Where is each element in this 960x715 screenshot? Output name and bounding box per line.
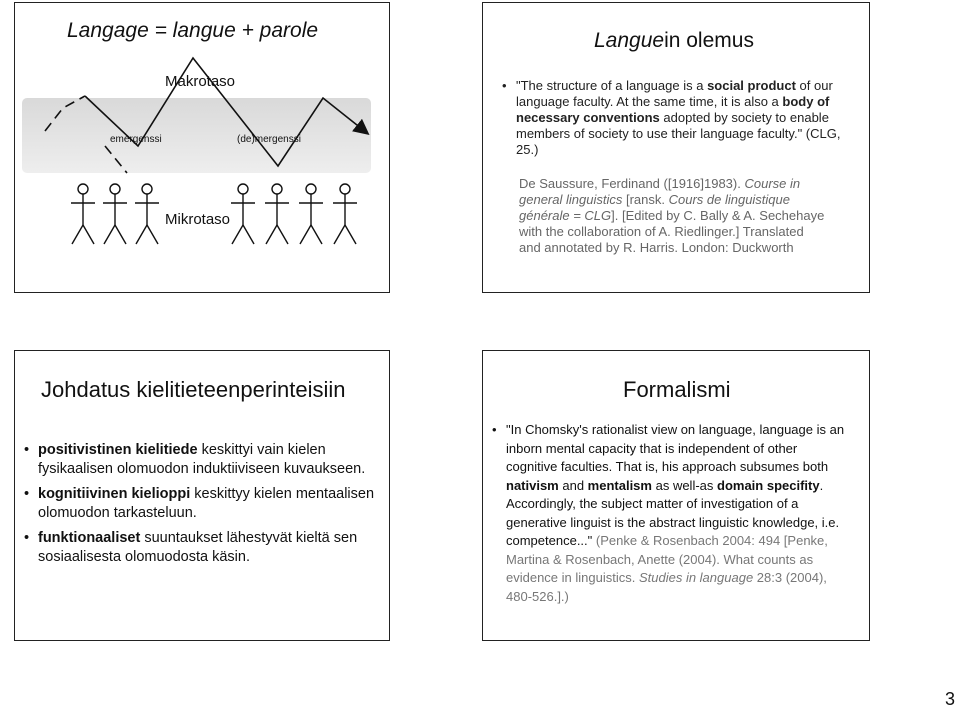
- slide-title: Formalismi: [623, 377, 731, 402]
- macro-band: [22, 98, 371, 173]
- stick-figure: [299, 184, 323, 244]
- langue-parole-diagram: [15, 3, 390, 293]
- item-bold: kognitiivinen kielioppi: [38, 486, 191, 502]
- formalism-list: [492, 421, 852, 606]
- item-bold: positivistinen kielitiede: [38, 442, 198, 458]
- quote-bold: domain specifity: [717, 477, 820, 493]
- page-number: 3: [944, 689, 955, 709]
- demergence-label: (de)mergenssi: [237, 134, 301, 145]
- stick-figure: [71, 184, 95, 244]
- stick-figure: [231, 184, 255, 244]
- slide-title: Langage = langue + parole: [67, 19, 319, 42]
- quote-text: of our language faculty. At the same time, it is also a: [516, 78, 833, 109]
- ref-italic: Cours de linguistique générale = CLG: [519, 192, 790, 223]
- slide-johdatus: [14, 350, 390, 641]
- citation-text: 28:3 (2004), 480-526.].): [506, 570, 827, 604]
- list-item: [24, 529, 374, 567]
- list-item: [24, 485, 374, 523]
- stick-figure: [265, 184, 289, 244]
- quote-list: [502, 78, 842, 158]
- quote-bold: social product: [707, 78, 796, 93]
- macro-label: Makrotaso: [165, 73, 236, 90]
- item-bold: funktionaaliset: [38, 530, 141, 546]
- quote-bold: mentalism: [587, 477, 652, 493]
- ref-text: De Saussure, Ferdinand ([1916]1983).: [519, 176, 745, 191]
- slide-title: Johdatus kielitieteenperinteisiin: [41, 377, 346, 402]
- emergence-label: emergenssi: [110, 134, 162, 145]
- quote-text: "In Chomsky's rationalist view on language, language is an inborn mental capacity that is independent of other cognitive faculties. That is, his approach subsumes both: [506, 422, 845, 474]
- item-text: suuntaukset lähestyvät kieltä sen sosiaalisesta olomuodosta käsin.: [38, 530, 358, 565]
- slide-langage: [14, 2, 390, 293]
- list-item: [24, 441, 374, 479]
- list-item: [492, 421, 852, 606]
- slide-title: [594, 29, 754, 53]
- quote-text: "The structure of a language is a: [516, 78, 708, 93]
- quote-text: and: [558, 477, 588, 493]
- quote-text: . Accordingly, the subject matter of investigation of a generative linguist is the abstract linguistic knowledge, i.e. competence...": [506, 477, 840, 548]
- quote-bold: body of necessary conventions: [516, 94, 830, 125]
- ref-italic: Course in general linguistics: [519, 176, 801, 207]
- item-text: keskittyy kielen mentaalisen olomuodon tarkasteluun.: [38, 486, 375, 521]
- item-text: keskittyi vain kielen fysikaalisen olomuodon induktiiviseen kuvaukseen.: [38, 442, 366, 477]
- stick-figure: [333, 184, 357, 244]
- citation-italic: Studies in language: [638, 570, 754, 585]
- title-rest: in olemus: [664, 29, 754, 52]
- reference: [519, 176, 829, 256]
- quote-item: [502, 78, 842, 158]
- ref-text: ]. [Edited by C. Bally & A. Sechehaye with the collaboration of A. Riedlinger.] Translated and annotated by R. Harris. London: Duckworth: [519, 208, 825, 255]
- stick-figure: [103, 184, 127, 244]
- quote-text: as well-as: [651, 477, 718, 493]
- stick-figure: [135, 184, 159, 244]
- micro-label: Mikrotaso: [165, 211, 231, 228]
- ref-text: [ransk.: [622, 192, 669, 207]
- slide-formalismi: [482, 350, 870, 641]
- slide-langue: [482, 2, 870, 293]
- title-italic: Langue: [594, 29, 665, 52]
- tradition-list: [24, 441, 374, 573]
- quote-text: adopted by society to enable members of society to use their language faculty." (CLG, 25.): [516, 110, 841, 157]
- quote-bold: nativism: [506, 477, 559, 493]
- citation-text: (Penke & Rosenbach 2004: 494 [Penke, Martina & Rosenbach, Anette (2004). What counts as evidence in linguistics.: [506, 533, 828, 585]
